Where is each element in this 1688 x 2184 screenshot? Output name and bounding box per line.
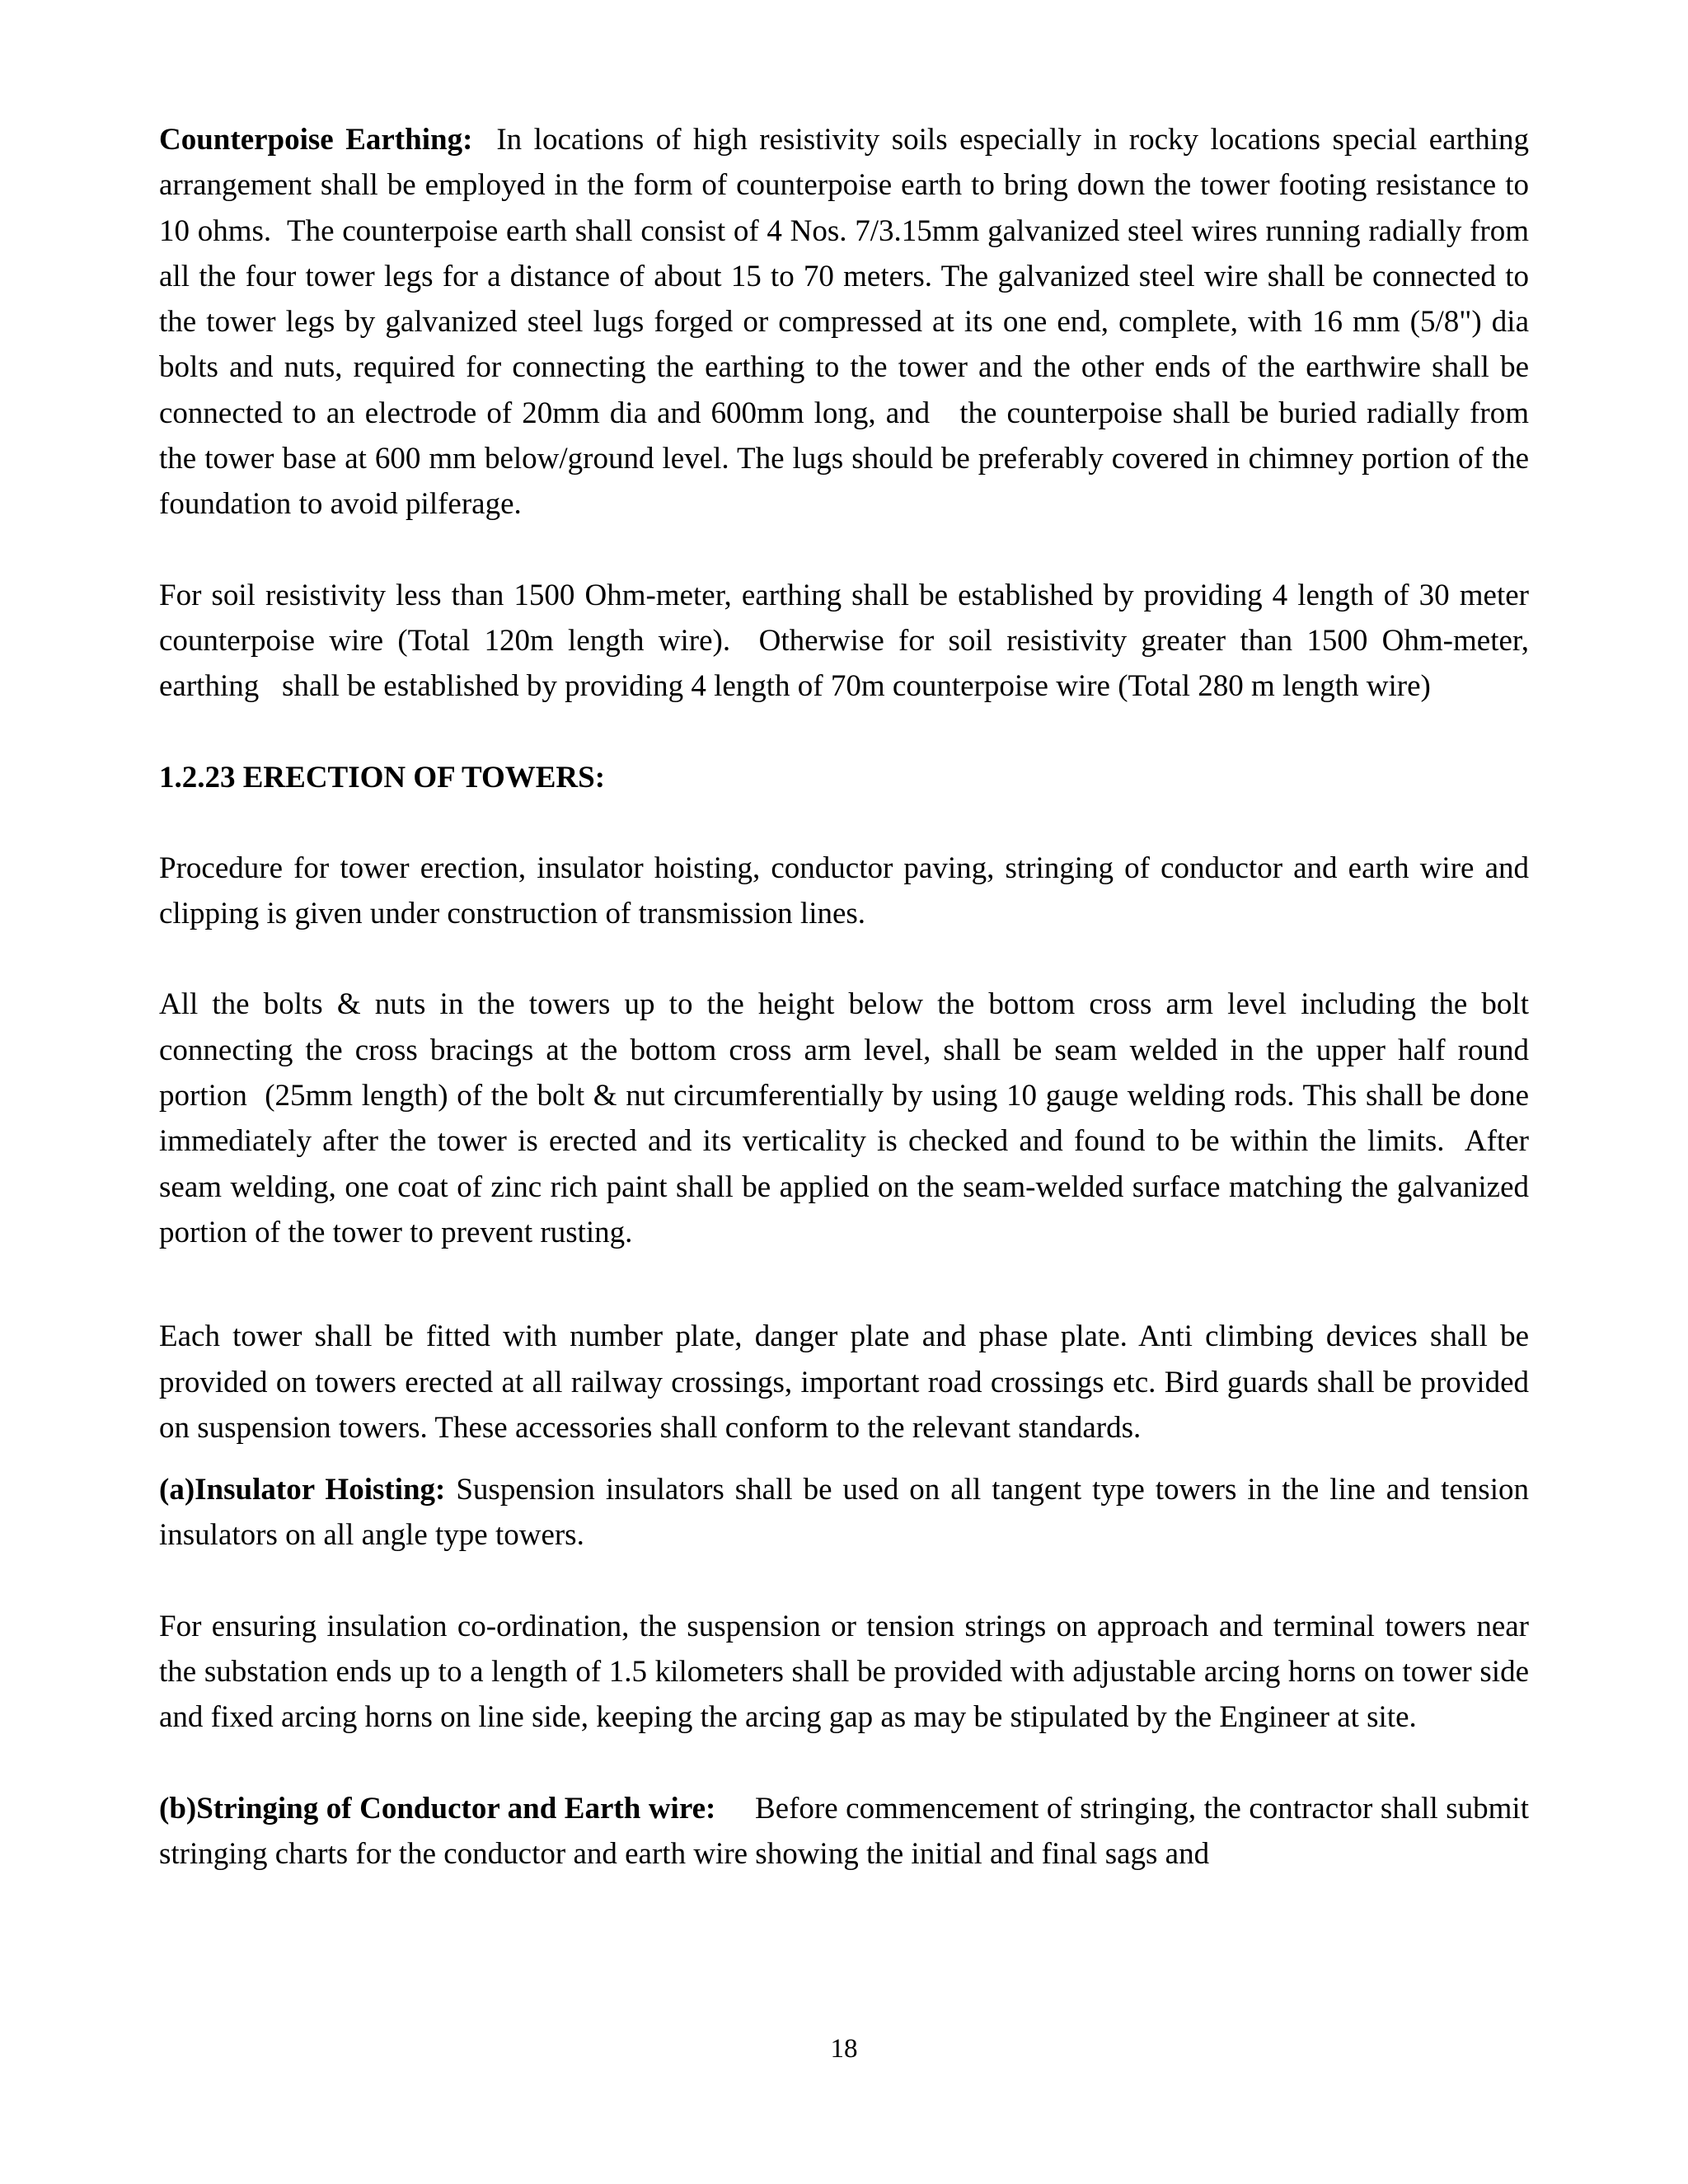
insulator-label: (a)Insulator Hoisting: — [159, 1473, 446, 1507]
stringing-paragraph — [159, 1786, 1537, 1877]
section-heading: 1.2.23 ERECTION OF TOWERS: — [159, 760, 606, 794]
accessories-paragraph: Each tower shall be fitted with number plate, danger plate and phase plate. Anti climbing devices shall be provided on towers erected at all railway crossings, important road crossings etc. Bird guards shall be provided on suspension towers. These accessories shall conform to the relevant standards. — [159, 1319, 1529, 1445]
document-page — [159, 117, 1537, 1877]
counterpoise-paragraph — [159, 117, 1537, 527]
stringing-text: Before commencement of stringing, the contractor shall submit stringing charts for the conductor and earth wire showing the initial and final sags and — [159, 1791, 1537, 1871]
insulator-paragraph — [159, 1467, 1529, 1558]
counterpoise-label: Counterpoise Earthing: — [159, 123, 473, 157]
insulator-text: Suspension insulators shall be used on all tangent type towers in the line and tension insulators on all angle type towers. — [159, 1473, 1529, 1553]
procedure-paragraph: Procedure for tower erection, insulator hoisting, conductor paving, stringing of conductor and earth wire and clipping is given under construction of transmission lines. — [159, 851, 1529, 931]
soil-resistivity-paragraph: For soil resistivity less than 1500 Ohm-meter, earthing shall be established by providing 4 length of 30 meter counterpoise wire (Total 120m length wire). Otherwise for soil resistivity greater than 1500 Ohm-meter, earthing shall be established by providing 4 length of 70m counterpoise wire (Total 280 m length wire) — [159, 578, 1537, 704]
counterpoise-text: In locations of high resistivity soils especially in rocky locations special earthing arrangement shall be employed in the form of counterpoise earth to bring down the tower footing resistance to 10 ohms. The counterpoise earth shall consist of 4 Nos. 7/3.15mm galvanized steel wires running radially from all the four tower legs for a distance of about 15 to 70 meters. The galvanized steel wire shall be connected to the tower legs by galvanized steel lugs forged or compressed at its one end, complete, with 16 mm (5/8") dia bolts and nuts, required for connecting the earthing to the tower and the other ends of the earthwire shall be connected to an electrode of 20mm dia and 600mm long, and the counterpoise shall be buried radially from the tower base at 600 mm below/ground level. The lugs should be preferably covered in chimney portion of the foundation to avoid pilferage. — [159, 123, 1537, 522]
insulation-coordination-paragraph: For ensuring insulation co-ordination, the suspension or tension strings on approach and terminal towers near the substation ends up to a length of 1.5 kilometers shall be provided with adjustable arcing horns on tower side and fixed arcing horns on line side, keeping the arcing gap as may be stipulated by the Engineer at site. — [159, 1609, 1529, 1735]
stringing-label: (b)Stringing of Conductor and Earth wire: — [159, 1791, 716, 1825]
bolts-paragraph: All the bolts & nuts in the towers up to the height below the bottom cross arm level including the bolt connecting the cross bracings at the bottom cross arm level, shall be seam welded in the upper half round portion (25mm length) of the bolt & nut circumferentially by using 10 gauge welding rods. This shall be done immediately after the tower is erected and its verticality is checked and found to be within the limits. After seam welding, one coat of zinc rich paint shall be applied on the seam-welded surface matching the galvanized portion of the tower to prevent rusting. — [159, 987, 1537, 1249]
page-number: 18 — [830, 2034, 858, 2064]
